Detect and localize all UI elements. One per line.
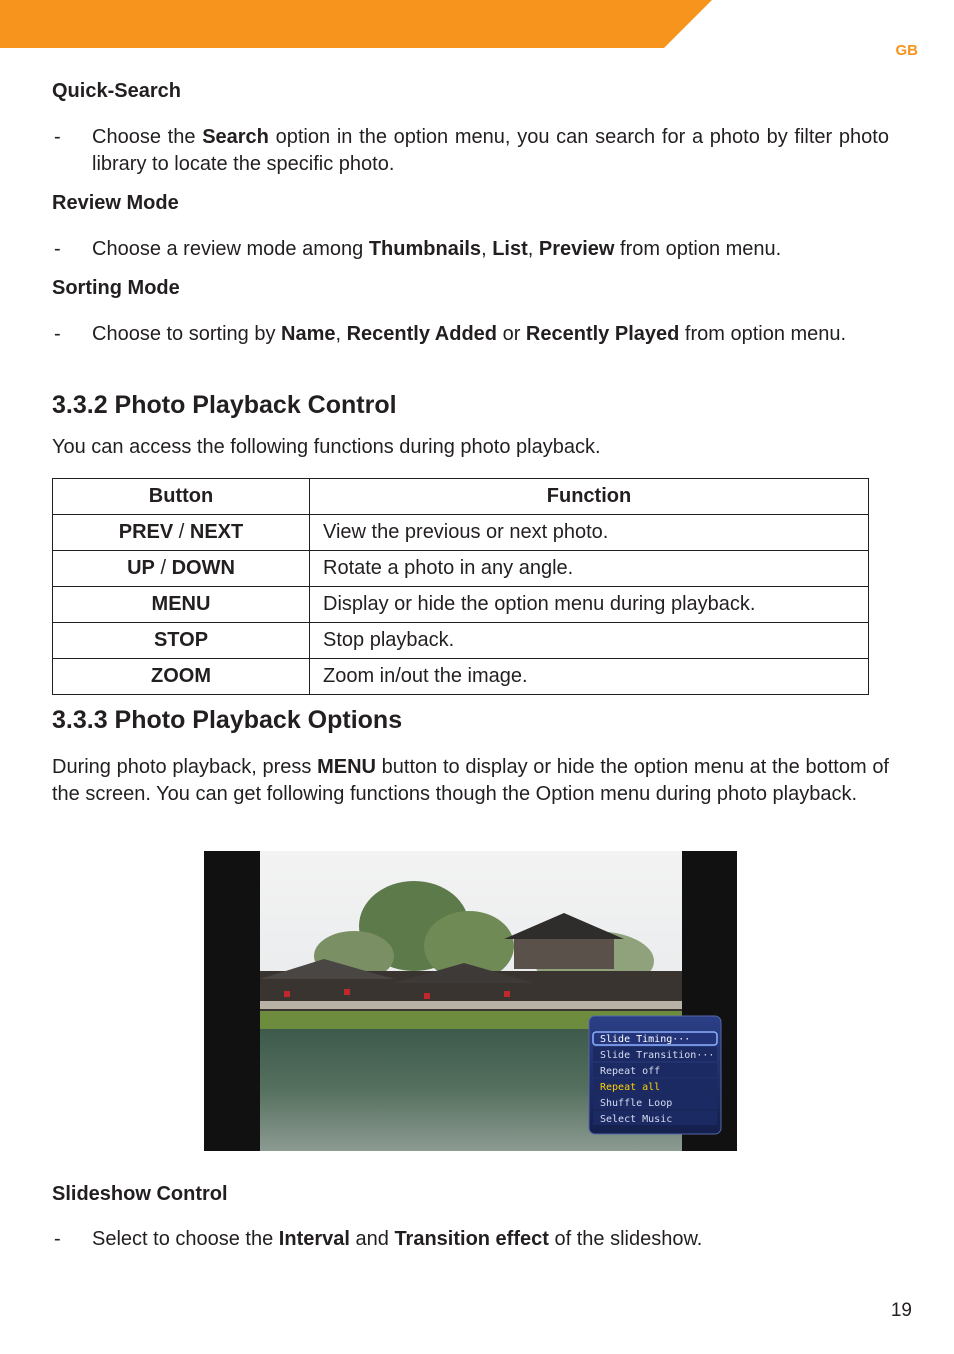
table-header-function: Function — [310, 479, 869, 515]
slideshow-control-bullet: - Select to choose the Interval and Transition effect of the slideshow. — [54, 1228, 703, 1250]
photo-playback-screenshot — [204, 851, 737, 1151]
osd-menu-item: Select Music — [600, 1114, 673, 1125]
playback-options-heading: 3.3.3 Photo Playback Options — [52, 706, 403, 734]
playback-control-intro: You can access the following functions during photo playback. — [52, 436, 601, 458]
header-banner — [0, 0, 954, 50]
sorting-mode-heading: Sorting Mode — [52, 277, 180, 299]
quick-search-bullet: - Choose the Search option in the option menu, you can search for a photo by filter photo library to locate the specific photo. — [54, 126, 889, 175]
table-row: PREV / NEXT View the previous or next photo. — [53, 515, 869, 551]
osd-menu-item: Slide Timing··· — [600, 1034, 691, 1045]
review-mode-heading: Review Mode — [52, 192, 179, 214]
search-keyword: Search — [202, 126, 269, 148]
osd-menu-item: Slide Transition··· — [600, 1050, 715, 1061]
osd-menu-item: Repeat off — [600, 1066, 661, 1077]
table-row: STOP Stop playback. — [53, 623, 869, 659]
playback-control-heading: 3.3.2 Photo Playback Control — [52, 391, 397, 419]
language-tag: GB — [895, 42, 918, 59]
osd-menu-item: Shuffle Loop — [600, 1098, 673, 1109]
table-row: ZOOM Zoom in/out the image. — [53, 659, 869, 695]
table-header-button: Button — [53, 479, 310, 515]
page-number: 19 — [890, 1300, 912, 1321]
table-row: UP / DOWN Rotate a photo in any angle. — [53, 551, 869, 587]
playback-control-table — [52, 478, 869, 695]
table-header-row — [53, 479, 869, 515]
playback-options-paragraph: During photo playback, press MENU button to display or hide the option menu at the bottom of the screen. You can get following functions though the Option menu during photo playback. — [52, 756, 889, 805]
table-row: MENU Display or hide the option menu during playback. — [53, 587, 869, 623]
quick-search-heading: Quick-Search — [52, 80, 181, 102]
osd-menu-item: Repeat all — [600, 1082, 661, 1093]
review-mode-bullet: - Choose a review mode among Thumbnails, List, Preview from option menu. — [54, 238, 782, 260]
slideshow-control-heading: Slideshow Control — [52, 1183, 228, 1205]
sorting-mode-bullet: - Choose to sorting by Name, Recently Added or Recently Played from option menu. — [54, 323, 847, 345]
